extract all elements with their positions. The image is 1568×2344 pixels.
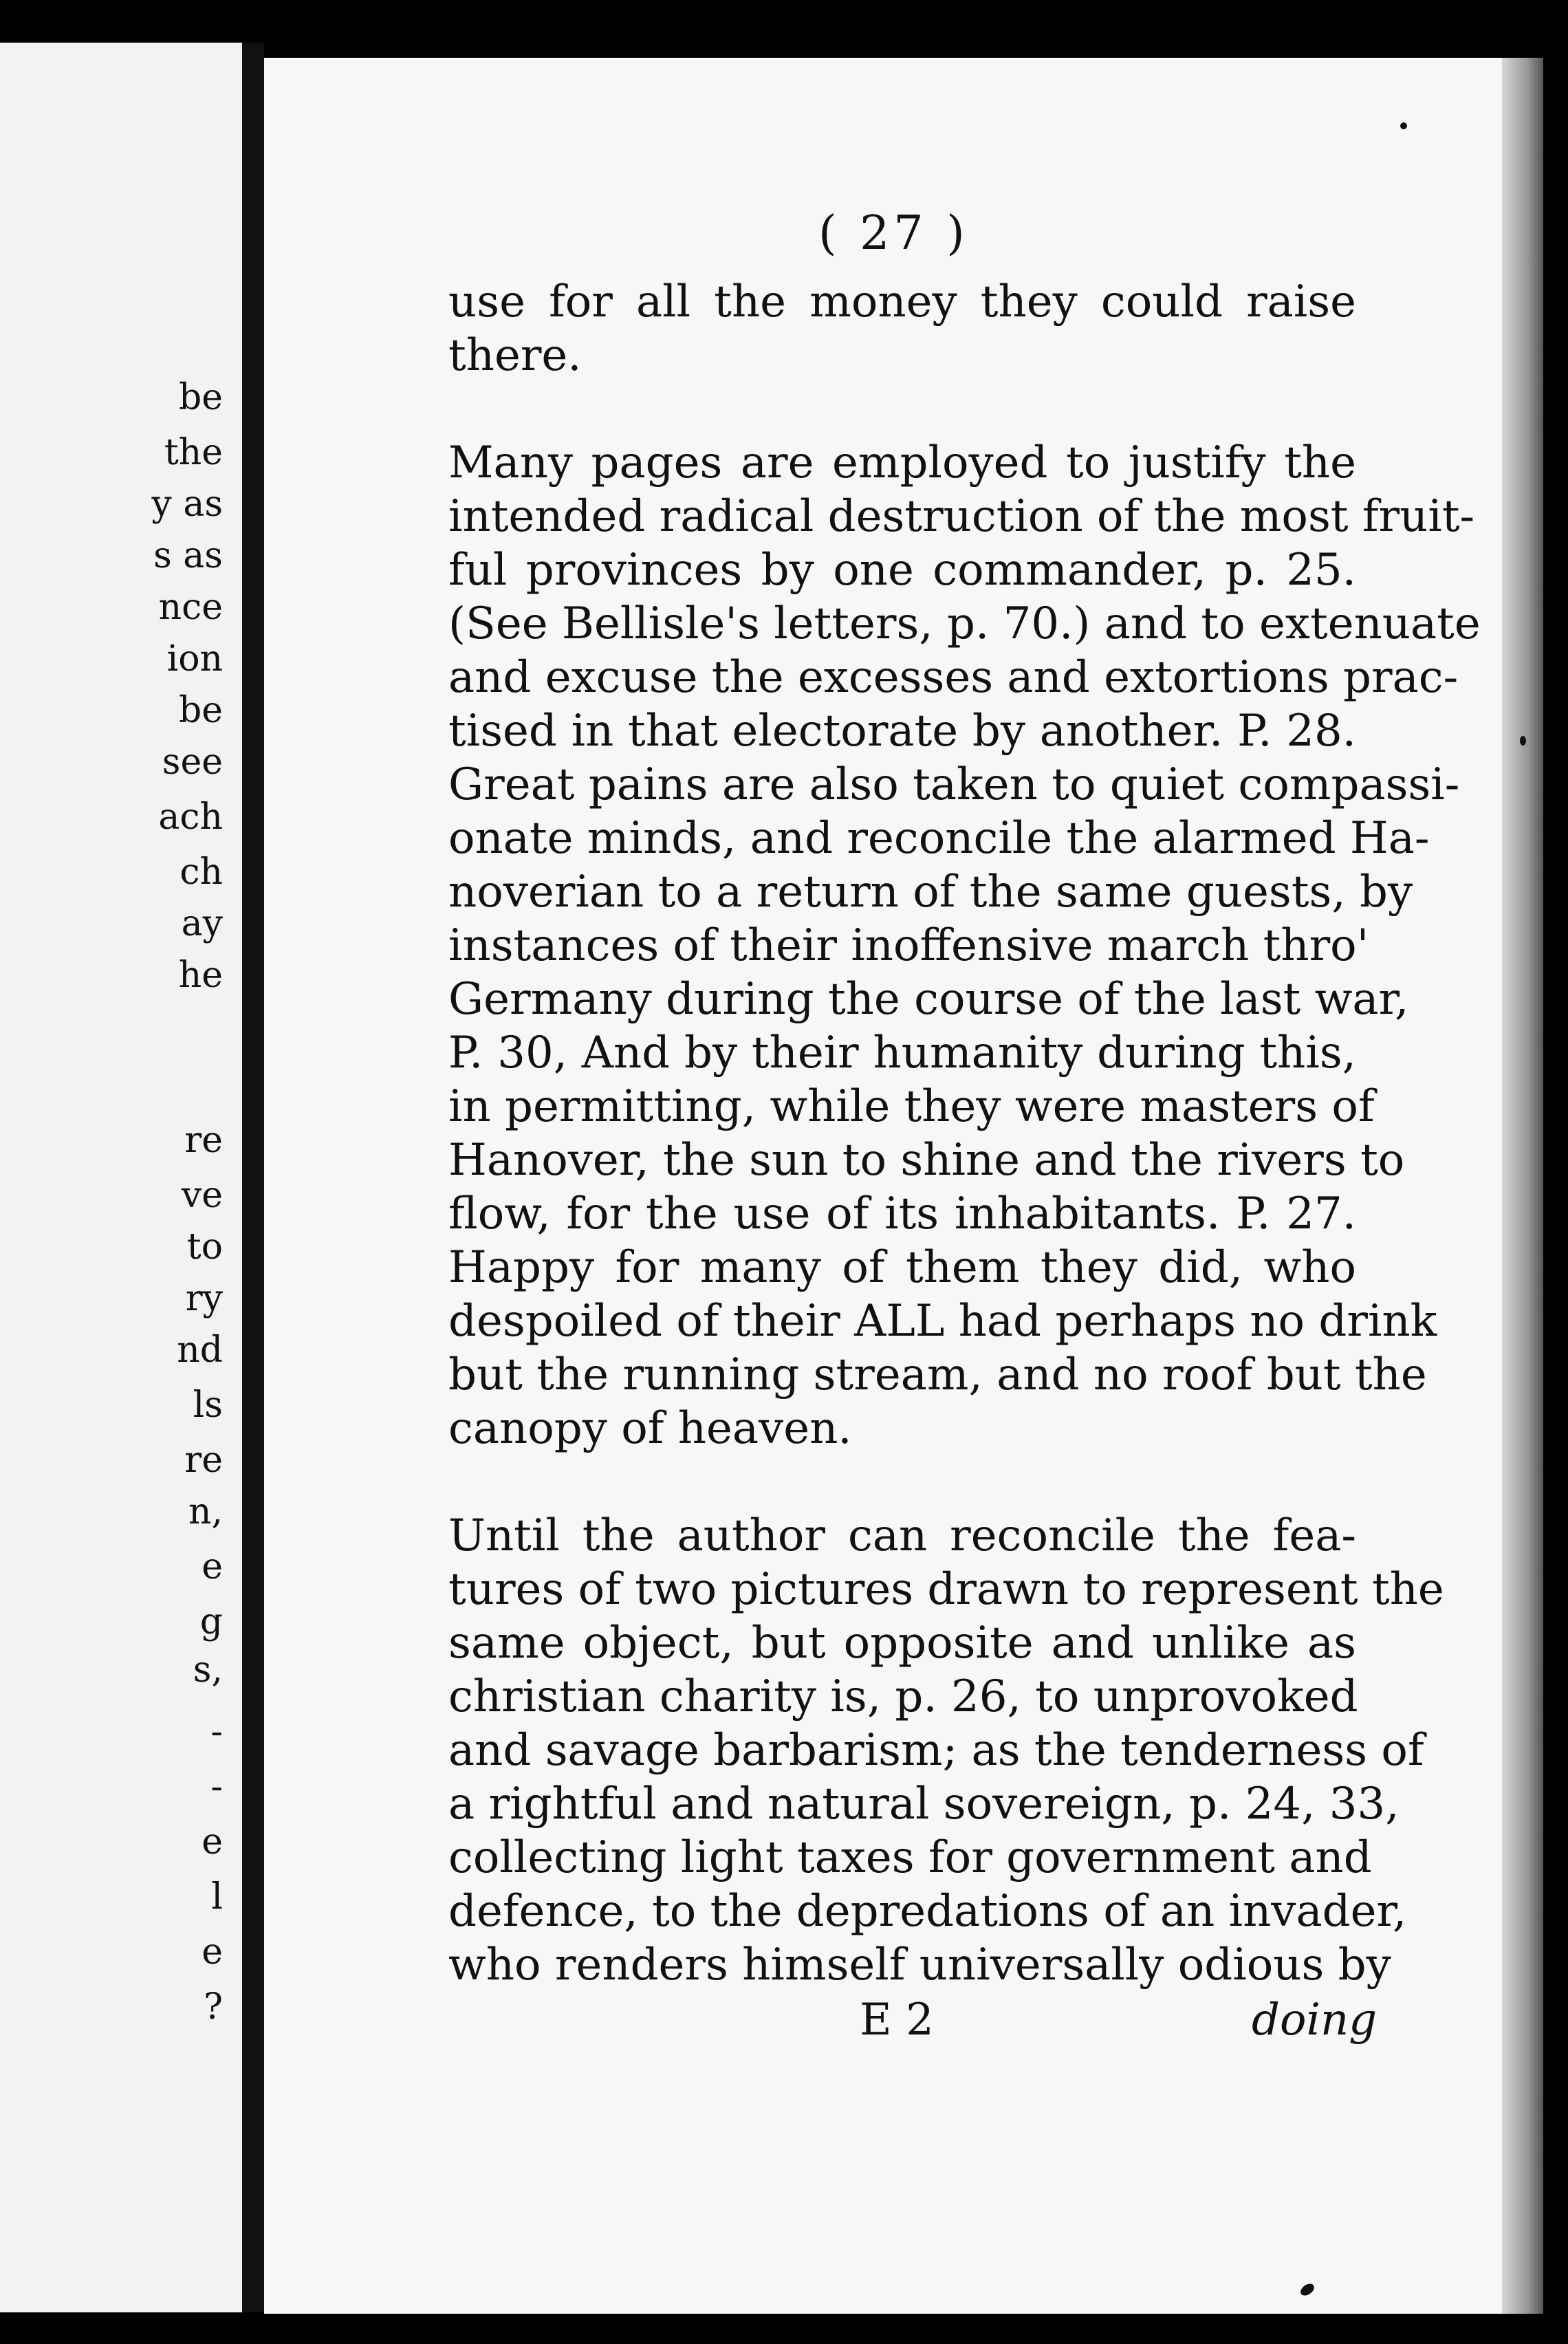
page-number: ( 27 ) (818, 206, 969, 261)
catchword: doing (1252, 1995, 1378, 2045)
text-line: there. (448, 330, 582, 381)
facing-page-text: y as (151, 484, 223, 525)
text-line: instances of their inoffensive march thro' (448, 920, 1369, 971)
facing-page-text: be (178, 377, 223, 418)
text-line: Many pages are employed to justify the (448, 437, 1356, 488)
facing-page-text: e (202, 1931, 223, 1973)
text-line: Until the author can reconcile the fea- (448, 1510, 1356, 1561)
facing-page-text: ? (204, 1986, 223, 2028)
facing-page-text: ach (158, 796, 223, 838)
text-line: christian charity is, p. 26, to unprovoked (448, 1671, 1358, 1722)
text-line: tures of two pictures drawn to represent the (448, 1564, 1444, 1615)
facing-page-text: re (184, 1120, 223, 1161)
text-line: intended radical destruction of the most fruit- (448, 491, 1475, 542)
text-line: onate minds, and reconcile the alarmed Ha- (448, 813, 1430, 864)
text-line: tised in that electorate by another. P. 28. (448, 706, 1356, 757)
facing-page-text: to (186, 1226, 223, 1268)
page-edge (1502, 58, 1543, 2314)
facing-page-text: s, (193, 1649, 223, 1691)
text-line: Happy for many of them they did, who (448, 1242, 1356, 1293)
text-line: in permitting, while they were masters of (448, 1081, 1375, 1132)
text-line: a rightful and natural sovereign, p. 24, 33, (448, 1779, 1400, 1830)
text-line: P. 30, And by their humanity during this, (448, 1028, 1356, 1078)
facing-page-text: nd (177, 1330, 223, 1371)
facing-page-text: n, (188, 1491, 223, 1532)
facing-page-text: re (184, 1440, 223, 1481)
facing-page-text: - (210, 1766, 223, 1808)
facing-page-text: g (199, 1601, 223, 1642)
paragraph-gap (448, 1455, 1356, 1509)
text-line: Great pains are also taken to quiet compassi- (448, 759, 1460, 810)
text-line: and excuse the excesses and extortions prac- (448, 652, 1459, 703)
facing-page-text: ion (166, 638, 223, 680)
text-line: noverian to a return of the same guests, by (448, 867, 1413, 918)
facing-page-text: ry (185, 1278, 223, 1319)
facing-page-text: nce (158, 587, 223, 628)
speck (1520, 736, 1526, 746)
text-line: Hanover, the sun to shine and the rivers to (448, 1135, 1405, 1186)
text-line: use for all the money they could raise (448, 276, 1356, 327)
text-line: flow, for the use of its inhabitants. P. 27. (448, 1189, 1356, 1239)
facing-page-text: ls (193, 1385, 223, 1426)
facing-page-fragment (0, 43, 246, 2312)
text-line: despoiled of their ALL had perhaps no drink (448, 1296, 1437, 1347)
text-line: who renders himself universally odious by (448, 1940, 1391, 1990)
facing-page-text: ve (181, 1175, 223, 1216)
signature-mark: E 2 (860, 1995, 934, 2045)
text-line: and savage barbarism; as the tenderness of (448, 1725, 1424, 1776)
facing-page-text: e (202, 1546, 223, 1587)
text-line: same object, but opposite and unlike as (448, 1618, 1356, 1669)
body-text (448, 275, 1481, 1992)
text-line: defence, to the depredations of an invader, (448, 1886, 1407, 1937)
facing-page-text: he (178, 955, 223, 996)
facing-page-text: - (210, 1711, 223, 1752)
text-line: collecting light taxes for government and (448, 1832, 1372, 1883)
facing-page-text: l (211, 1876, 223, 1918)
text-line: canopy of heaven. (448, 1403, 852, 1454)
facing-page-text: s as (153, 535, 223, 576)
text-line: Germany during the course of the last war, (448, 974, 1409, 1025)
facing-page-text: the (164, 432, 223, 473)
facing-page-text: e (202, 1821, 223, 1863)
book-gutter (242, 43, 264, 2312)
text-line: but the running stream, and no roof but the (448, 1349, 1427, 1400)
facing-page-text: be (178, 690, 223, 731)
text-line: (See Bellisle's letters, p. 70.) and to extenuate (448, 598, 1481, 649)
speck (1400, 122, 1407, 129)
paragraph-gap (448, 382, 1356, 436)
text-line: ful provinces by one commander, p. 25. (448, 545, 1356, 596)
facing-page-text: ay (181, 903, 223, 944)
facing-page-text: ch (179, 851, 223, 893)
facing-page-text: see (162, 741, 223, 783)
